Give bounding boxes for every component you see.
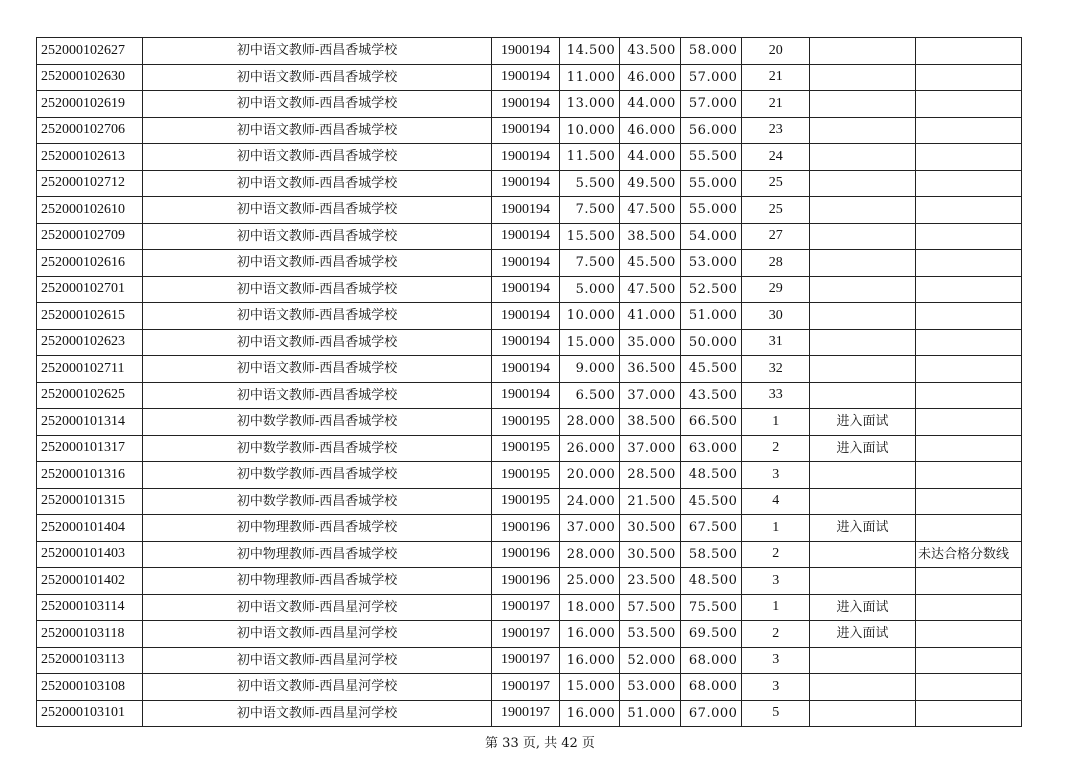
score-1-cell: 16.000 [559,700,620,727]
exam-id-cell: 252000101314 [37,409,143,436]
total-score-cell: 45.500 [680,488,742,515]
position-cell: 初中物理教师-西昌香城学校 [142,541,491,568]
total-score-cell: 54.000 [680,223,742,250]
table-row [37,64,1022,91]
rank-cell: 3 [742,568,810,595]
interview-status-cell: 进入面试 [810,621,916,648]
total-score-cell: 51.000 [680,303,742,330]
score-2-cell: 44.000 [620,91,681,118]
interview-status-cell [810,356,916,383]
remark-cell [915,647,1021,674]
position-cell: 初中语文教师-西昌星河学校 [142,674,491,701]
position-cell: 初中语文教师-西昌香城学校 [142,303,491,330]
score-1-cell: 5.500 [559,170,620,197]
rank-cell: 31 [742,329,810,356]
score-2-cell: 46.000 [620,64,681,91]
total-score-cell: 55.000 [680,197,742,224]
interview-status-cell [810,674,916,701]
remark-cell [915,117,1021,144]
score-1-cell: 25.000 [559,568,620,595]
position-code-cell: 1900194 [492,197,560,224]
interview-status-cell: 进入面试 [810,409,916,436]
score-2-cell: 38.500 [620,223,681,250]
table-row [37,462,1022,489]
interview-status-cell [810,568,916,595]
total-score-cell: 67.500 [680,515,742,542]
score-1-cell: 26.000 [559,435,620,462]
exam-id-cell: 252000102711 [37,356,143,383]
position-code-cell: 1900194 [492,276,560,303]
score-2-cell: 36.500 [620,356,681,383]
exam-id-cell: 252000101403 [37,541,143,568]
total-score-cell: 69.500 [680,621,742,648]
remark-cell [915,170,1021,197]
score-2-cell: 49.500 [620,170,681,197]
remark-cell [915,488,1021,515]
interview-status-cell [810,250,916,277]
total-score-cell: 55.000 [680,170,742,197]
total-score-cell: 57.000 [680,64,742,91]
score-1-cell: 11.500 [559,144,620,171]
rank-cell: 3 [742,674,810,701]
interview-status-cell [810,38,916,65]
rank-cell: 3 [742,647,810,674]
position-code-cell: 1900194 [492,117,560,144]
total-score-cell: 50.000 [680,329,742,356]
exam-id-cell: 252000102709 [37,223,143,250]
score-1-cell: 15.000 [559,674,620,701]
remark-cell [915,515,1021,542]
interview-status-cell [810,647,916,674]
interview-status-cell [810,276,916,303]
interview-status-cell [810,223,916,250]
score-2-cell: 46.000 [620,117,681,144]
position-cell: 初中语文教师-西昌香城学校 [142,91,491,118]
table-row [37,197,1022,224]
rank-cell: 32 [742,356,810,383]
score-2-cell: 51.000 [620,700,681,727]
position-code-cell: 1900197 [492,621,560,648]
exam-id-cell: 252000102630 [37,64,143,91]
table-row [37,647,1022,674]
score-1-cell: 13.000 [559,91,620,118]
score-2-cell: 37.000 [620,435,681,462]
position-code-cell: 1900194 [492,223,560,250]
remark-cell [915,568,1021,595]
score-1-cell: 28.000 [559,541,620,568]
interview-status-cell [810,197,916,224]
score-2-cell: 30.500 [620,541,681,568]
table-row [37,594,1022,621]
total-score-cell: 68.000 [680,674,742,701]
rank-cell: 20 [742,38,810,65]
position-cell: 初中语文教师-西昌香城学校 [142,197,491,224]
position-cell: 初中语文教师-西昌星河学校 [142,621,491,648]
exam-id-cell: 252000102623 [37,329,143,356]
total-score-cell: 68.000 [680,647,742,674]
interview-status-cell [810,541,916,568]
position-code-cell: 1900194 [492,38,560,65]
remark-cell [915,700,1021,727]
position-cell: 初中数学教师-西昌香城学校 [142,462,491,489]
remark-cell [915,223,1021,250]
score-1-cell: 10.000 [559,303,620,330]
score-2-cell: 23.500 [620,568,681,595]
rank-cell: 1 [742,515,810,542]
score-1-cell: 24.000 [559,488,620,515]
table-body [37,38,1022,727]
score-1-cell: 5.000 [559,276,620,303]
interview-status-cell: 进入面试 [810,435,916,462]
exam-id-cell: 252000103118 [37,621,143,648]
position-cell: 初中语文教师-西昌香城学校 [142,38,491,65]
remark-cell [915,594,1021,621]
position-code-cell: 1900194 [492,250,560,277]
total-score-cell: 58.000 [680,38,742,65]
remark-cell [915,91,1021,118]
position-code-cell: 1900194 [492,64,560,91]
exam-id-cell: 252000102712 [37,170,143,197]
position-code-cell: 1900195 [492,488,560,515]
score-1-cell: 16.000 [559,647,620,674]
score-1-cell: 16.000 [559,621,620,648]
interview-status-cell [810,462,916,489]
score-2-cell: 43.500 [620,38,681,65]
score-1-cell: 7.500 [559,250,620,277]
remark-cell [915,435,1021,462]
position-code-cell: 1900194 [492,91,560,118]
position-code-cell: 1900194 [492,329,560,356]
total-score-cell: 55.500 [680,144,742,171]
table-row [37,382,1022,409]
table-row [37,674,1022,701]
position-code-cell: 1900195 [492,435,560,462]
exam-id-cell: 252000101315 [37,488,143,515]
remark-cell [915,356,1021,383]
position-code-cell: 1900194 [492,170,560,197]
score-2-cell: 37.000 [620,382,681,409]
exam-id-cell: 252000103101 [37,700,143,727]
remark-cell [915,409,1021,436]
table-row [37,356,1022,383]
rank-cell: 28 [742,250,810,277]
remark-cell [915,329,1021,356]
rank-cell: 2 [742,621,810,648]
score-2-cell: 41.000 [620,303,681,330]
exam-id-cell: 252000102706 [37,117,143,144]
table-row [37,515,1022,542]
total-score-cell: 63.000 [680,435,742,462]
exam-id-cell: 252000102616 [37,250,143,277]
exam-id-cell: 252000102619 [37,91,143,118]
interview-status-cell [810,117,916,144]
table-row [37,621,1022,648]
score-1-cell: 14.500 [559,38,620,65]
exam-id-cell: 252000102615 [37,303,143,330]
remark-cell [915,621,1021,648]
position-cell: 初中语文教师-西昌星河学校 [142,647,491,674]
position-code-cell: 1900197 [492,594,560,621]
position-code-cell: 1900197 [492,700,560,727]
exam-id-cell: 252000102613 [37,144,143,171]
score-1-cell: 37.000 [559,515,620,542]
rank-cell: 1 [742,409,810,436]
position-code-cell: 1900196 [492,541,560,568]
interview-status-cell [810,303,916,330]
rank-cell: 2 [742,541,810,568]
position-code-cell: 1900196 [492,568,560,595]
rank-cell: 21 [742,64,810,91]
score-1-cell: 7.500 [559,197,620,224]
interview-status-cell: 进入面试 [810,515,916,542]
score-1-cell: 18.000 [559,594,620,621]
position-code-cell: 1900196 [492,515,560,542]
rank-cell: 30 [742,303,810,330]
table-row [37,700,1022,727]
position-cell: 初中语文教师-西昌香城学校 [142,382,491,409]
score-1-cell: 28.000 [559,409,620,436]
position-code-cell: 1900197 [492,674,560,701]
interview-status-cell [810,170,916,197]
score-1-cell: 20.000 [559,462,620,489]
position-code-cell: 1900195 [492,462,560,489]
table-row [37,303,1022,330]
table-row [37,409,1022,436]
table-row [37,223,1022,250]
remark-cell [915,250,1021,277]
score-2-cell: 47.500 [620,276,681,303]
interview-status-cell [810,382,916,409]
total-score-cell: 48.500 [680,462,742,489]
table-row [37,170,1022,197]
score-2-cell: 28.500 [620,462,681,489]
score-2-cell: 57.500 [620,594,681,621]
score-1-cell: 15.000 [559,329,620,356]
exam-id-cell: 252000102625 [37,382,143,409]
total-score-cell: 67.000 [680,700,742,727]
table-row [37,276,1022,303]
exam-id-cell: 252000101317 [37,435,143,462]
position-cell: 初中语文教师-西昌香城学校 [142,223,491,250]
table-row [37,435,1022,462]
position-code-cell: 1900194 [492,303,560,330]
position-cell: 初中物理教师-西昌香城学校 [142,568,491,595]
position-cell: 初中数学教师-西昌香城学校 [142,435,491,462]
remark-cell [915,382,1021,409]
score-2-cell: 38.500 [620,409,681,436]
score-2-cell: 45.500 [620,250,681,277]
position-cell: 初中语文教师-西昌香城学校 [142,170,491,197]
table-row [37,144,1022,171]
remark-cell [915,144,1021,171]
position-cell: 初中数学教师-西昌香城学校 [142,488,491,515]
table-row [37,541,1022,568]
rank-cell: 24 [742,144,810,171]
rank-cell: 2 [742,435,810,462]
position-code-cell: 1900194 [492,144,560,171]
score-2-cell: 53.000 [620,674,681,701]
interview-status-cell [810,144,916,171]
total-score-cell: 53.000 [680,250,742,277]
table-row [37,38,1022,65]
rank-cell: 25 [742,170,810,197]
score-2-cell: 53.500 [620,621,681,648]
position-cell: 初中数学教师-西昌香城学校 [142,409,491,436]
score-2-cell: 52.000 [620,647,681,674]
position-cell: 初中语文教师-西昌香城学校 [142,64,491,91]
exam-id-cell: 252000102610 [37,197,143,224]
rank-cell: 27 [742,223,810,250]
score-2-cell: 44.000 [620,144,681,171]
score-table [36,37,1022,727]
position-cell: 初中语文教师-西昌香城学校 [142,144,491,171]
exam-id-cell: 252000101404 [37,515,143,542]
total-score-cell: 52.500 [680,276,742,303]
interview-status-cell [810,64,916,91]
table-row [37,91,1022,118]
total-score-cell: 48.500 [680,568,742,595]
interview-status-cell [810,91,916,118]
total-score-cell: 58.500 [680,541,742,568]
position-code-cell: 1900194 [492,356,560,383]
table-row [37,250,1022,277]
remark-cell [915,276,1021,303]
remark-cell [915,38,1021,65]
total-score-cell: 56.000 [680,117,742,144]
exam-id-cell: 252000103113 [37,647,143,674]
position-code-cell: 1900194 [492,382,560,409]
total-score-cell: 66.500 [680,409,742,436]
position-cell: 初中语文教师-西昌香城学校 [142,117,491,144]
exam-id-cell: 252000103114 [37,594,143,621]
rank-cell: 33 [742,382,810,409]
exam-id-cell: 252000102627 [37,38,143,65]
table-row [37,488,1022,515]
total-score-cell: 43.500 [680,382,742,409]
remark-cell [915,674,1021,701]
rank-cell: 4 [742,488,810,515]
table-row [37,568,1022,595]
total-score-cell: 57.000 [680,91,742,118]
score-1-cell: 9.000 [559,356,620,383]
score-2-cell: 30.500 [620,515,681,542]
position-cell: 初中语文教师-西昌星河学校 [142,594,491,621]
total-score-cell: 45.500 [680,356,742,383]
interview-status-cell [810,700,916,727]
score-1-cell: 6.500 [559,382,620,409]
table-row [37,117,1022,144]
position-code-cell: 1900195 [492,409,560,436]
remark-cell [915,197,1021,224]
rank-cell: 3 [742,462,810,489]
position-code-cell: 1900197 [492,647,560,674]
exam-id-cell: 252000101316 [37,462,143,489]
rank-cell: 21 [742,91,810,118]
score-1-cell: 10.000 [559,117,620,144]
score-2-cell: 35.000 [620,329,681,356]
exam-id-cell: 252000101402 [37,568,143,595]
score-1-cell: 11.000 [559,64,620,91]
rank-cell: 23 [742,117,810,144]
interview-status-cell [810,329,916,356]
interview-status-cell: 进入面试 [810,594,916,621]
interview-status-cell [810,488,916,515]
position-cell: 初中语文教师-西昌香城学校 [142,250,491,277]
remark-cell [915,303,1021,330]
position-cell: 初中语文教师-西昌星河学校 [142,700,491,727]
remark-cell: 未达合格分数线 [915,541,1021,568]
exam-id-cell: 252000102701 [37,276,143,303]
rank-cell: 5 [742,700,810,727]
rank-cell: 1 [742,594,810,621]
score-1-cell: 15.500 [559,223,620,250]
position-cell: 初中语文教师-西昌香城学校 [142,329,491,356]
score-2-cell: 47.500 [620,197,681,224]
exam-id-cell: 252000103108 [37,674,143,701]
remark-cell [915,462,1021,489]
table-row [37,329,1022,356]
rank-cell: 29 [742,276,810,303]
page-footer: 第 33 页, 共 42 页 [485,736,595,751]
remark-cell [915,64,1021,91]
score-2-cell: 21.500 [620,488,681,515]
position-cell: 初中语文教师-西昌香城学校 [142,356,491,383]
position-cell: 初中物理教师-西昌香城学校 [142,515,491,542]
position-cell: 初中语文教师-西昌香城学校 [142,276,491,303]
total-score-cell: 75.500 [680,594,742,621]
rank-cell: 25 [742,197,810,224]
